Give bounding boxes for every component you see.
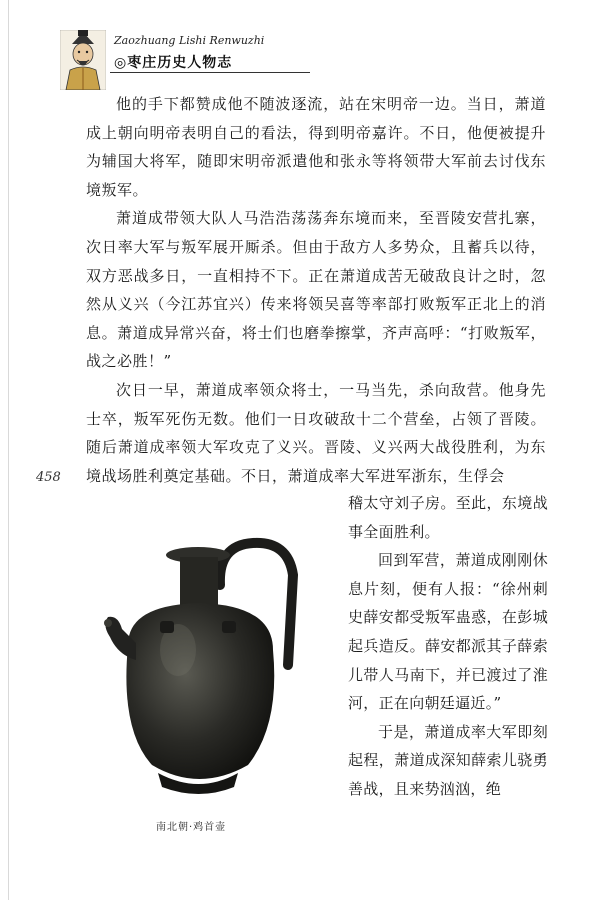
right-column-text bbox=[348, 489, 548, 804]
page-edge-line bbox=[8, 0, 9, 900]
chicken-head-ewer-image bbox=[88, 525, 328, 825]
paragraph: 次日一早，萧道成率领众将士，一马当先，杀向敌营。他身先士卒，叛军死伤无数。他们一日攻破敌十二个营垒，占领了晋陵。随后萧道成率领大军攻克了义兴。晋陵、义兴两大战役胜利，为东境战场胜利奠定基础。不日，萧道成率大军进军浙东，生俘会 bbox=[86, 380, 546, 485]
paragraph: 于是，萧道成率大军即刻起程，萧道成深知薛索儿骁勇善战，且来势汹汹，绝 bbox=[348, 722, 548, 798]
paragraph: 他的手下都赞成他不随波逐流，站在宋明帝一边。当日，萧道成上朝向明帝表明自己的看法，得到明帝嘉许。不日，他便被提升为辅国大将军，随即宋明帝派遣他和张永等将领带大军前去讨伐东境叛军。 bbox=[86, 95, 546, 199]
portrait-icon bbox=[60, 30, 106, 90]
paragraph: 萧道成带领大队人马浩浩荡荡奔东境而来，至晋陵安营扎寨，次日率大军与叛军展开厮杀。但由于敌方人多势众，且蓄兵以待，双方恶战多日，一直相持不下。正在萧道成苦无破敌良计之时，忽然从义兴（今江苏宜兴）传来将领吴喜等率部打败叛军正北上的消息。萧道成异常兴奋，将士们也磨拳擦掌，齐声高呼：“打败叛军，战之必胜！” bbox=[86, 209, 546, 371]
page-header bbox=[60, 30, 460, 92]
page-number: 458 bbox=[36, 470, 61, 485]
paragraph: 回到军营，萧道成刚刚休息片刻，便有人报：“徐州刺史薛安都受叛军蛊惑，在彭城起兵造反。薛安都派其子薛索儿带人马南下，并已渡过了淮河，正在向朝廷逼近。” bbox=[348, 551, 548, 713]
figure-caption: 南北朝·鸡首壶 bbox=[156, 822, 227, 833]
header-rule bbox=[110, 72, 310, 73]
paragraph: 稽太守刘子房。至此，东境战事全面胜利。 bbox=[348, 494, 548, 541]
body-text bbox=[86, 90, 546, 490]
series-roman-title: Zaozhuang Lishi Renwuzhi bbox=[114, 34, 265, 47]
series-title: ◎枣庄历史人物志 bbox=[114, 55, 233, 71]
